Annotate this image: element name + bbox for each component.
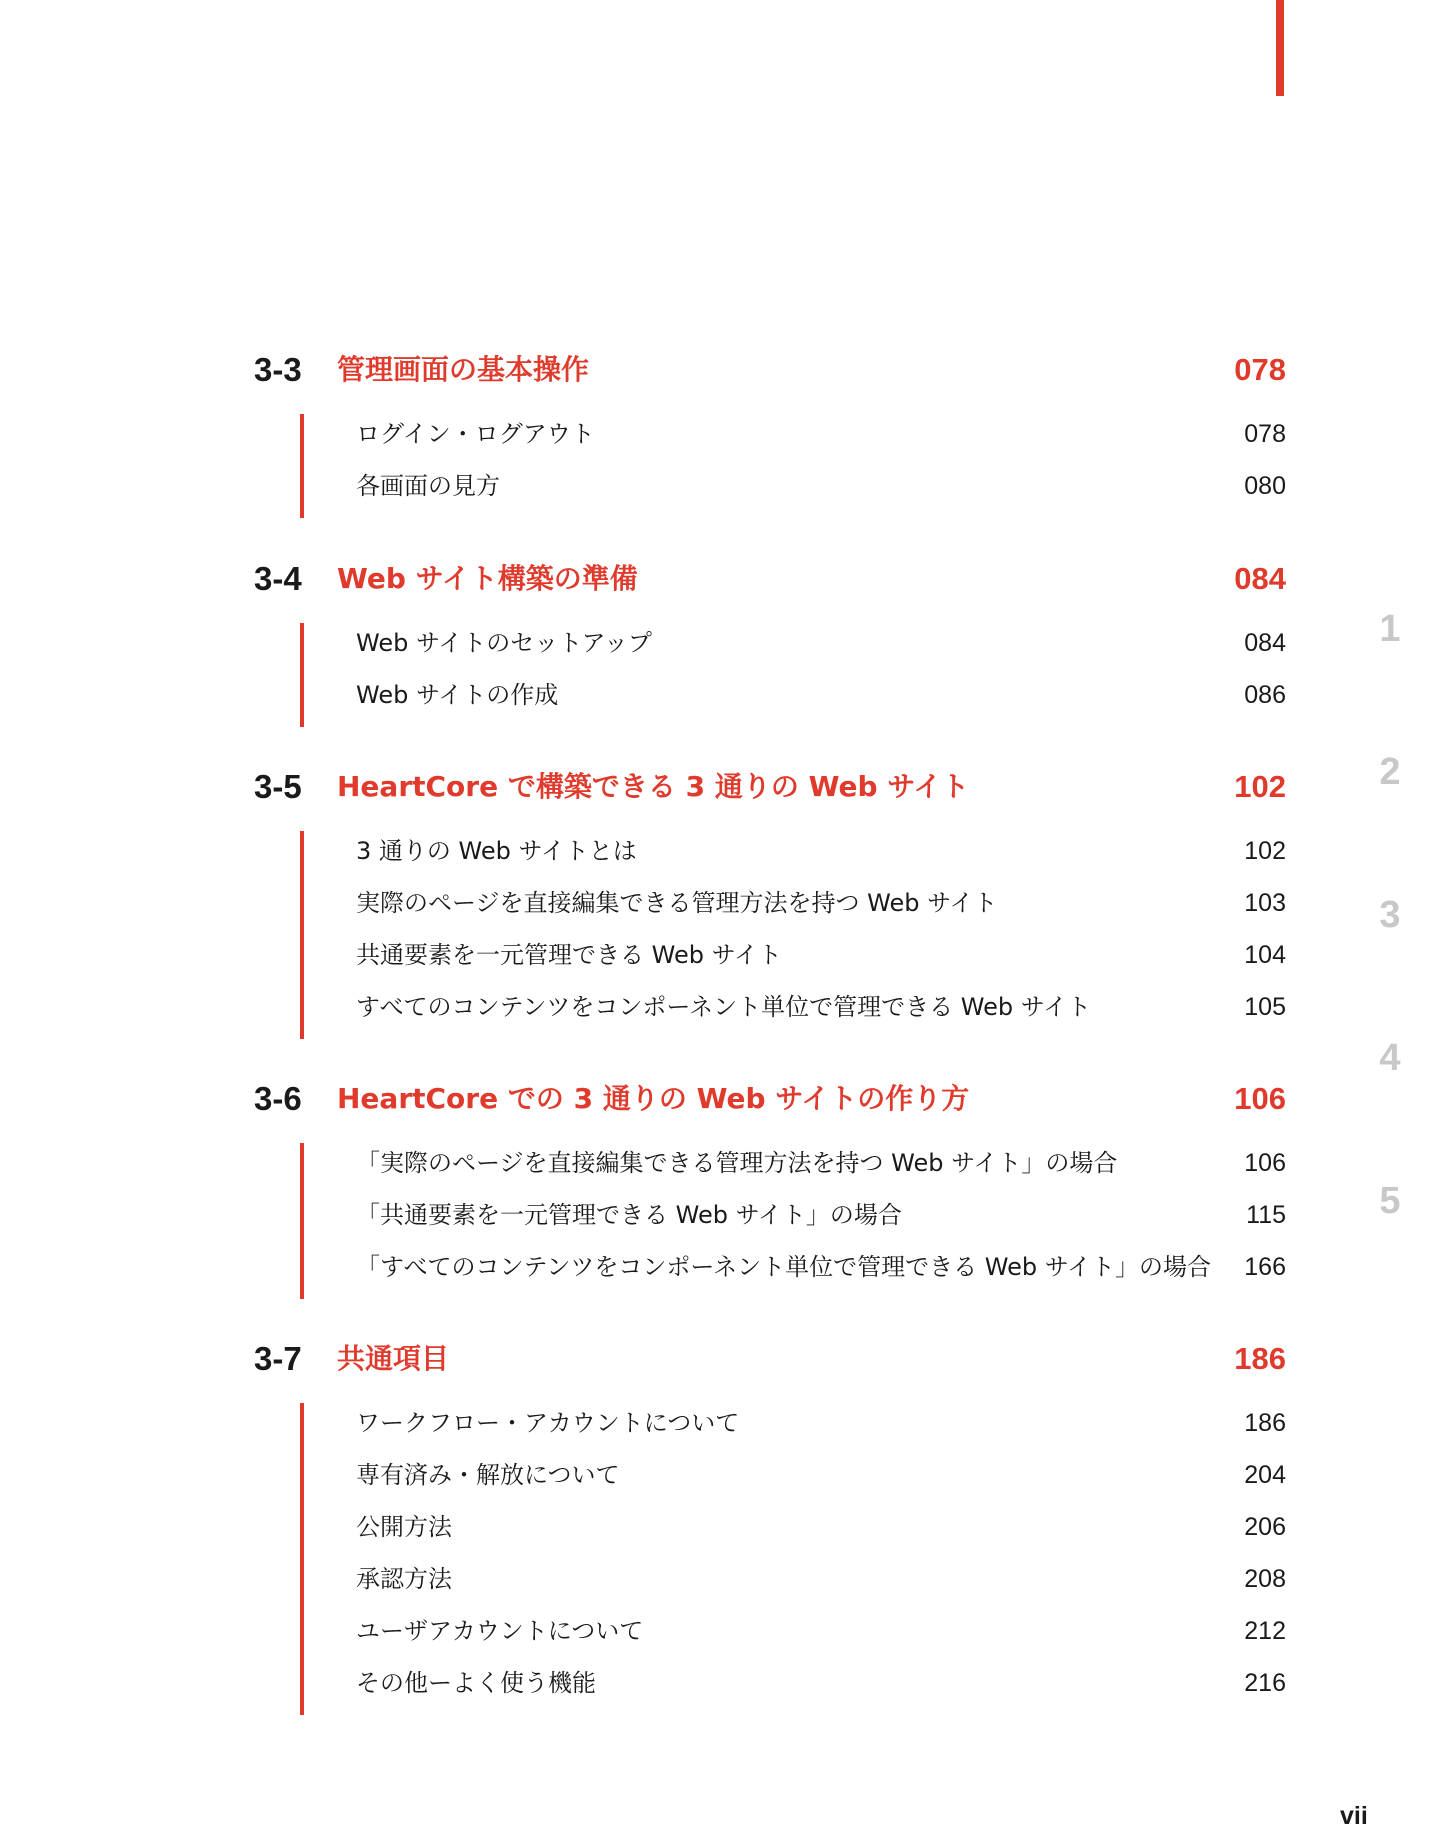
- entry-label: 各画面の見方: [356, 472, 500, 500]
- toc-section: [0, 559, 1433, 727]
- entry-page-number: 186: [1244, 1409, 1286, 1437]
- entry-label: 「すべてのコンテンツをコンポーネント単位で管理できる Web サイト」の場合: [356, 1253, 1212, 1281]
- entry-label: 承認方法: [356, 1565, 452, 1593]
- toc-entry[interactable]: [0, 1143, 1433, 1195]
- entry-label: 実際のページを直接編集できる管理方法を持つ Web サイト: [356, 889, 998, 917]
- entry-label: 3 通りの Web サイトとは: [356, 837, 637, 865]
- entry-page-number: 086: [1244, 681, 1286, 709]
- toc-entry[interactable]: [0, 675, 1433, 727]
- section-number: 3-4: [254, 560, 302, 597]
- entry-page-number: 084: [1244, 629, 1286, 657]
- entry-page-number: 115: [1246, 1201, 1286, 1229]
- section-page-number: 084: [1234, 561, 1286, 596]
- entry-page-number: 216: [1244, 1669, 1286, 1697]
- entry-page-number: 078: [1244, 420, 1286, 448]
- section-page-number: 102: [1234, 769, 1286, 804]
- toc-entry[interactable]: [0, 1611, 1433, 1663]
- chapter-tab-5[interactable]: 5: [1379, 1180, 1401, 1222]
- entry-page-number: 103: [1244, 889, 1286, 917]
- entry-page-number: 102: [1244, 837, 1286, 865]
- toc-entry[interactable]: [0, 1455, 1433, 1507]
- section-heading[interactable]: [0, 559, 1433, 599]
- section-number: 3-5: [254, 768, 302, 805]
- section-heading[interactable]: [0, 1079, 1433, 1119]
- toc-entry[interactable]: [0, 1507, 1433, 1559]
- entry-page-number: 080: [1244, 472, 1286, 500]
- toc-entry[interactable]: [0, 1403, 1433, 1455]
- toc-entry[interactable]: [0, 1559, 1433, 1611]
- subsection-list: [0, 1143, 1433, 1299]
- entry-page-number: 105: [1244, 993, 1286, 1021]
- toc-entry[interactable]: [0, 414, 1433, 466]
- toc-section: [0, 767, 1433, 1039]
- toc-entry[interactable]: [0, 466, 1433, 518]
- toc-entry[interactable]: [0, 623, 1433, 675]
- chapter-tab-4[interactable]: 4: [1379, 1037, 1401, 1079]
- toc-entry[interactable]: [0, 831, 1433, 883]
- subsection-list: [0, 1403, 1433, 1715]
- section-heading[interactable]: [0, 1339, 1433, 1379]
- top-accent-bar: [1276, 0, 1284, 96]
- toc-entry[interactable]: [0, 987, 1433, 1039]
- entry-page-number: 204: [1244, 1461, 1286, 1489]
- chapter-tab-3[interactable]: 3: [1379, 894, 1401, 936]
- toc-entry[interactable]: [0, 1195, 1433, 1247]
- subsection-list: [0, 831, 1433, 1039]
- section-title: HeartCore での 3 通りの Web サイトの作り方: [337, 1082, 970, 1115]
- section-title: HeartCore で構築できる 3 通りの Web サイト: [337, 770, 970, 803]
- toc-section: [0, 1079, 1433, 1299]
- section-heading[interactable]: [0, 350, 1433, 390]
- section-heading[interactable]: [0, 767, 1433, 807]
- section-page-number: 078: [1234, 352, 1286, 387]
- entry-page-number: 104: [1244, 941, 1286, 969]
- section-title: 共通項目: [337, 1342, 450, 1375]
- toc-entry[interactable]: [0, 935, 1433, 987]
- entry-label: ログイン・ログアウト: [356, 420, 595, 448]
- entry-label: 公開方法: [356, 1513, 452, 1541]
- entry-page-number: 212: [1244, 1617, 1286, 1645]
- entry-label: 共通要素を一元管理できる Web サイト: [356, 941, 782, 969]
- section-page-number: 186: [1234, 1341, 1286, 1376]
- toc-entry[interactable]: [0, 1247, 1433, 1299]
- section-title: 管理画面の基本操作: [337, 353, 590, 386]
- entry-label: その他ーよく使う機能: [356, 1669, 596, 1697]
- entry-label: Web サイトのセットアップ: [356, 629, 652, 657]
- entry-label: ワークフロー・アカウントについて: [356, 1409, 740, 1437]
- entry-label: 「共通要素を一元管理できる Web サイト」の場合: [356, 1201, 902, 1229]
- section-title: Web サイト構築の準備: [337, 562, 638, 595]
- chapter-tab-1[interactable]: 1: [1379, 608, 1401, 650]
- entry-page-number: 106: [1244, 1149, 1286, 1177]
- entry-label: ユーザアカウントについて: [356, 1617, 644, 1645]
- entry-page-number: 206: [1244, 1513, 1286, 1541]
- toc-section: [0, 350, 1433, 518]
- subsection-list: [0, 414, 1433, 518]
- section-number: 3-7: [254, 1340, 302, 1377]
- page-folio: vii: [1340, 1802, 1368, 1830]
- entry-label: 専有済み・解放について: [356, 1461, 620, 1489]
- section-number: 3-6: [254, 1080, 302, 1117]
- entry-label: 「実際のページを直接編集できる管理方法を持つ Web サイト」の場合: [356, 1149, 1118, 1177]
- entry-label: すべてのコンテンツをコンポーネント単位で管理できる Web サイト: [356, 993, 1092, 1021]
- toc-entry[interactable]: [0, 883, 1433, 935]
- subsection-list: [0, 623, 1433, 727]
- chapter-tab-2[interactable]: 2: [1379, 751, 1401, 793]
- entry-page-number: 208: [1244, 1565, 1286, 1593]
- entry-page-number: 166: [1244, 1253, 1286, 1281]
- entry-label: Web サイトの作成: [356, 681, 559, 709]
- toc-entry[interactable]: [0, 1663, 1433, 1715]
- toc-section: [0, 1339, 1433, 1715]
- section-page-number: 106: [1234, 1081, 1286, 1116]
- section-number: 3-3: [254, 351, 302, 388]
